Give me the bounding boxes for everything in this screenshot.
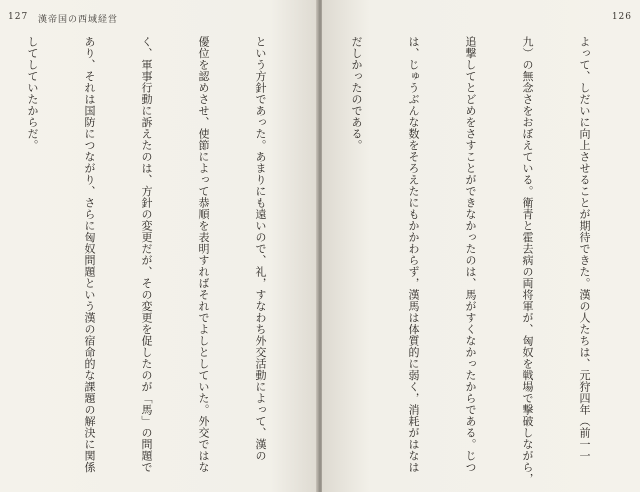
text-line: あり、それは国防につながり、さらに匈奴問題という漢の宿命的な課題の解決に関係 xyxy=(83,36,96,473)
right-page-body xyxy=(330,36,632,485)
left-page-number: 127 xyxy=(8,12,29,22)
text-line: だしかったのである。 xyxy=(350,36,363,151)
right-page-number: 126 xyxy=(611,12,632,22)
left-page-body xyxy=(8,36,308,482)
text-line: してしていたからだ。 xyxy=(26,36,39,151)
text-line: という方針であった。あまりにも遠いので、礼，すなわち外交活動によって、漢の xyxy=(254,36,267,462)
text-line: 九）の無念さをおぼえている。衛青と霍去病の両将軍が、匈奴を戦場で撃破しながら， xyxy=(521,36,534,485)
text-line: 優位を認めさせ、使節によって恭順を表明すればそれでよしとしていた。外交ではな xyxy=(197,36,210,473)
running-head: 漢帝国の西域経営 xyxy=(38,15,119,25)
text-line: 追撃してとどめをさすことができなかったのは、馬がすくなかったからである。じつ xyxy=(464,36,477,473)
text-line: は、じゅうぶんな数をそろえたにもかかわらず，漢馬は体質的に弱く，消耗がはなは xyxy=(407,36,420,473)
text-line: く、軍事行動に訴えたのは、方針の変更だが、その変更を促したのが「馬」の問題で xyxy=(140,36,153,473)
right-page xyxy=(322,0,640,492)
left-page xyxy=(0,0,318,492)
text-line: よって、しだいに向上させることが期待できた。漢の人たちは、元狩四年（前一一 xyxy=(578,36,591,462)
